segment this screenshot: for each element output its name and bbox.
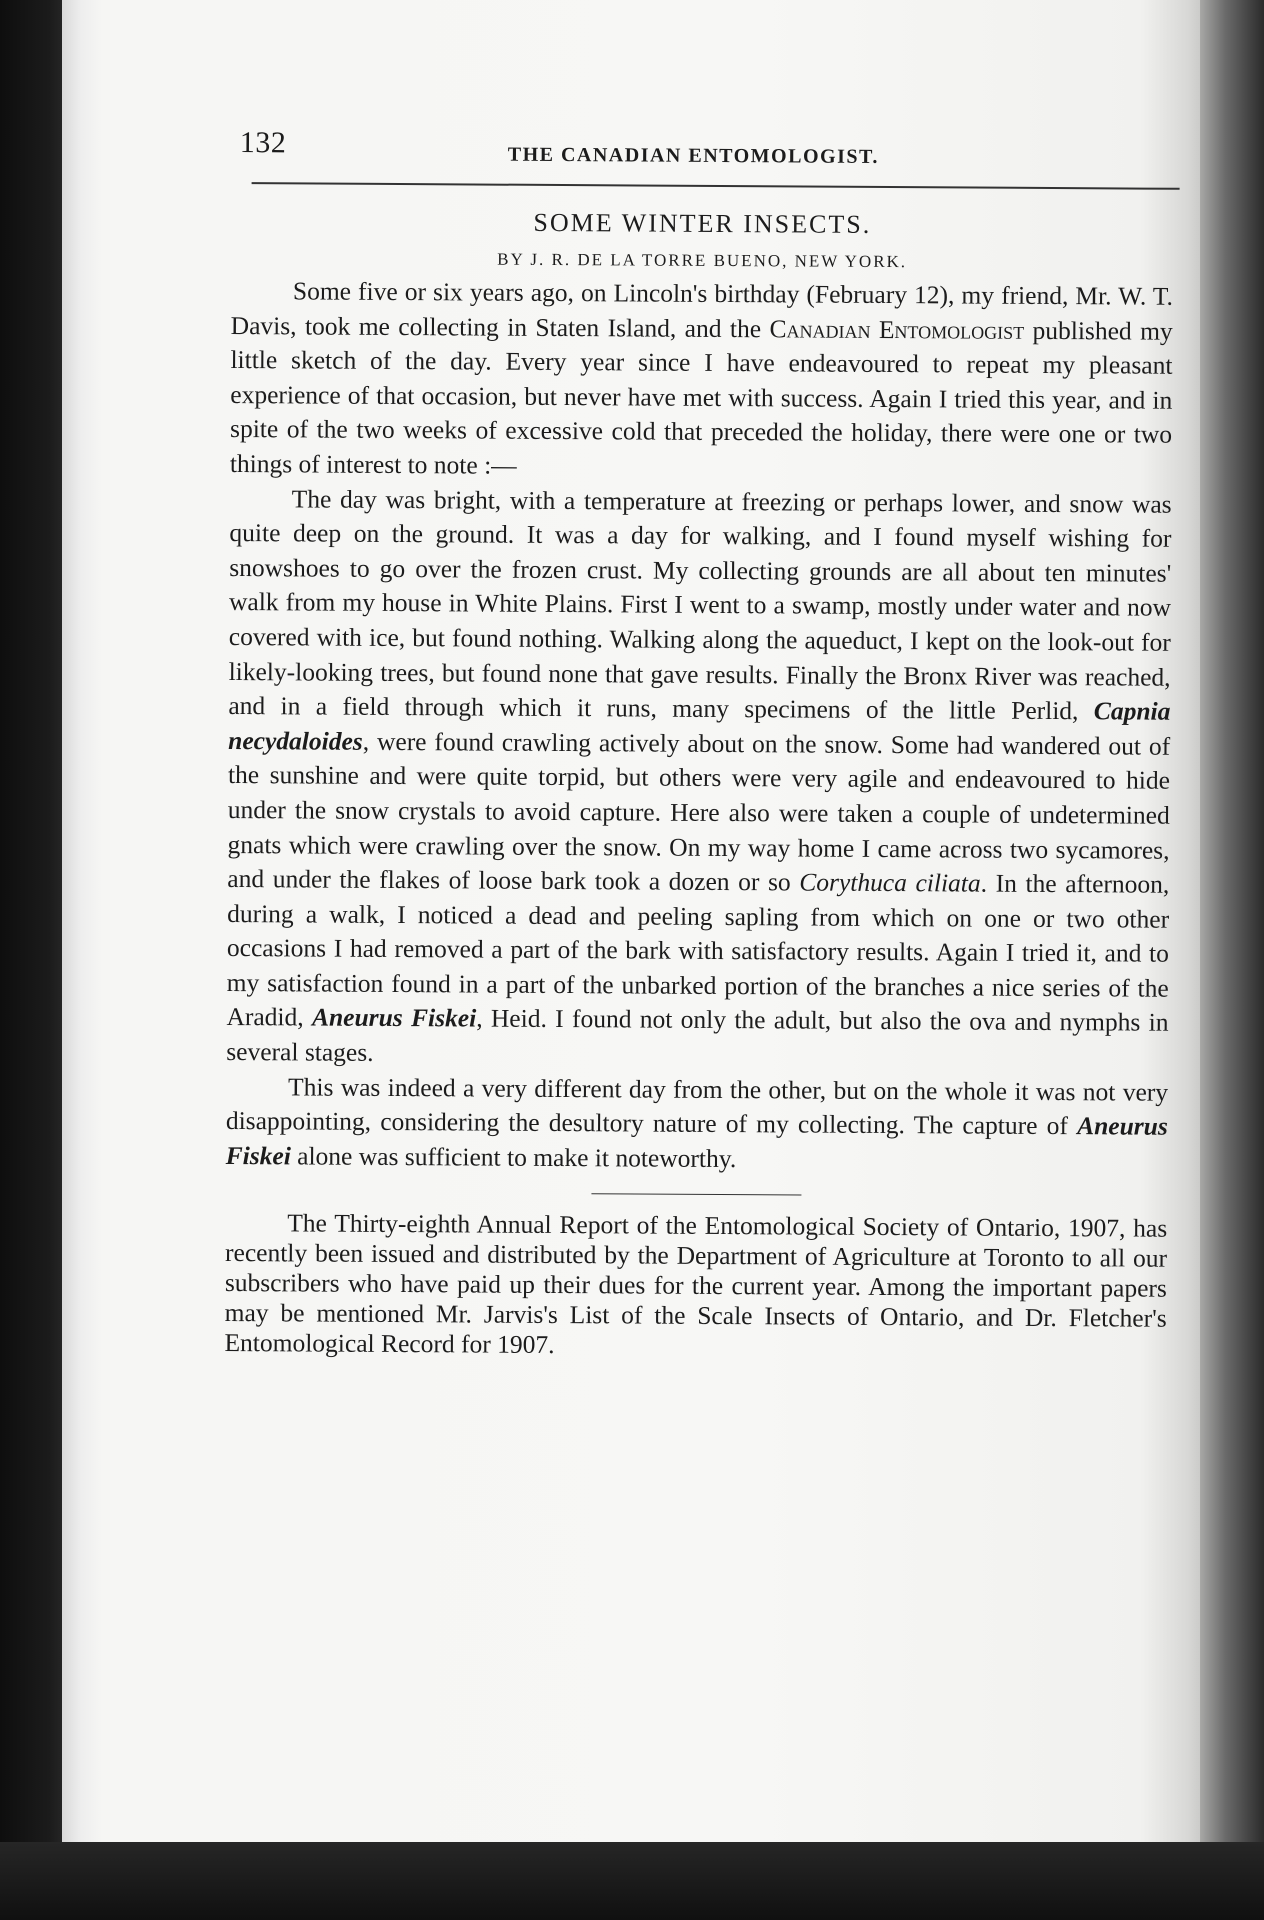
- header-rule: [252, 182, 1180, 190]
- article-paragraph: [226, 1070, 1169, 1180]
- emphasized-text: Aneurus Fiskei: [311, 1002, 477, 1033]
- paragraph-text: alone was sufficient to make it noteworthy.: [290, 1141, 737, 1173]
- article-title: SOME WINTER INSECTS.: [533, 207, 872, 239]
- article-byline: BY J. R. DE LA TORRE BUENO, NEW YORK.: [497, 249, 908, 272]
- article-body: [226, 274, 1173, 1179]
- paragraph-text: , Heid. I found not only the adult, but also the ova and nymphs in several stages.: [226, 1003, 1169, 1067]
- paragraph-text: published my little sketch of the day. Every year since I have endeavoured to repeat my pleasant experience of that occasion, but never have met with success. Again I tried this year, and in spite of the two weeks of excessive cold that preceded the holiday, there were one or two things of interest to note :—: [229, 315, 1173, 480]
- scan-bottom-margin: [0, 1842, 1264, 1920]
- paragraph-text: . In the afternoon, during a walk, I noticed a dead and peeling sapling from which on one or two other occasions I had removed a part of the bark with satisfactory results. Again I tried it, and to my satisfaction found in a part of the unbarked portion of the branches a nice series of the Aradid,: [226, 868, 1170, 1032]
- emphasized-text: Corythuca ciliata: [799, 867, 981, 898]
- emphasized-text: Aneurus Fiskei: [225, 1111, 1168, 1171]
- paragraph-text: The day was bright, with a temperature at freezing or perhaps lower, and snow was quite deep on the ground. It was a day for walking, and I found myself wishing for snowshoes to go over the frozen crust. My collecting grounds are all about ten minutes' walk from my house in White Plains. First I went to a swamp, mostly under water and now covered with ice, but found nothing. Walking along the aqueduct, I kept on the look-out for likely-looking trees, but found none that gave results. Finally the Bronx River was reached, and in a field through which it runs, many specimens of the little Perlid,: [228, 483, 1172, 726]
- emphasized-text: Capnia necydaloides: [228, 696, 1171, 756]
- running-head: [232, 118, 1174, 174]
- article-paragraph: [230, 274, 1173, 487]
- page-content: [224, 118, 1174, 1364]
- paragraph-text: This was indeed a very different day from the other, but on the whole it was not very disappointing, considering the desultory nature of my collecting. The capture of: [225, 1072, 1169, 1141]
- paragraph-text: Some five or six years ago, on Lincoln's birthday (February 12), my friend, Mr. W. T. Davis, took me collecting in Staten Island, and the: [230, 276, 1174, 343]
- section-divider: [591, 1194, 801, 1196]
- page-number: 132: [239, 126, 287, 160]
- note-paragraph: The Thirty-eighth Annual Report of the Entomological Society of Ontario, 1907, has recently been issued and distributed by the Department of Agriculture at Toronto to all our subscribers who have paid up their dues for the current year. Among the important papers may be mentioned Mr. Jarvis's List of the Scale Insects of Ontario, and Dr. Fletcher's Entomological Record for 1907.: [224, 1208, 1168, 1360]
- paragraph-text: , were found crawling actively about on the snow. Some had wandered out of the sunshine and were quite torpid, but others were very agile and endeavoured to hide under the snow crystals to avoid capture. Here also were taken a couple of undetermined gnats which were crawling over the snow. On my way home I came across two sycamores, and under the flakes of loose bark took a dozen or so: [227, 726, 1171, 897]
- article-paragraph: [226, 482, 1172, 1076]
- emphasized-text: Canadian Entomologist: [769, 313, 1025, 345]
- journal-title: THE CANADIAN ENTOMOLOGIST.: [507, 143, 879, 168]
- page-right-edge: [1200, 0, 1264, 1920]
- scan-left-margin: [0, 0, 70, 1920]
